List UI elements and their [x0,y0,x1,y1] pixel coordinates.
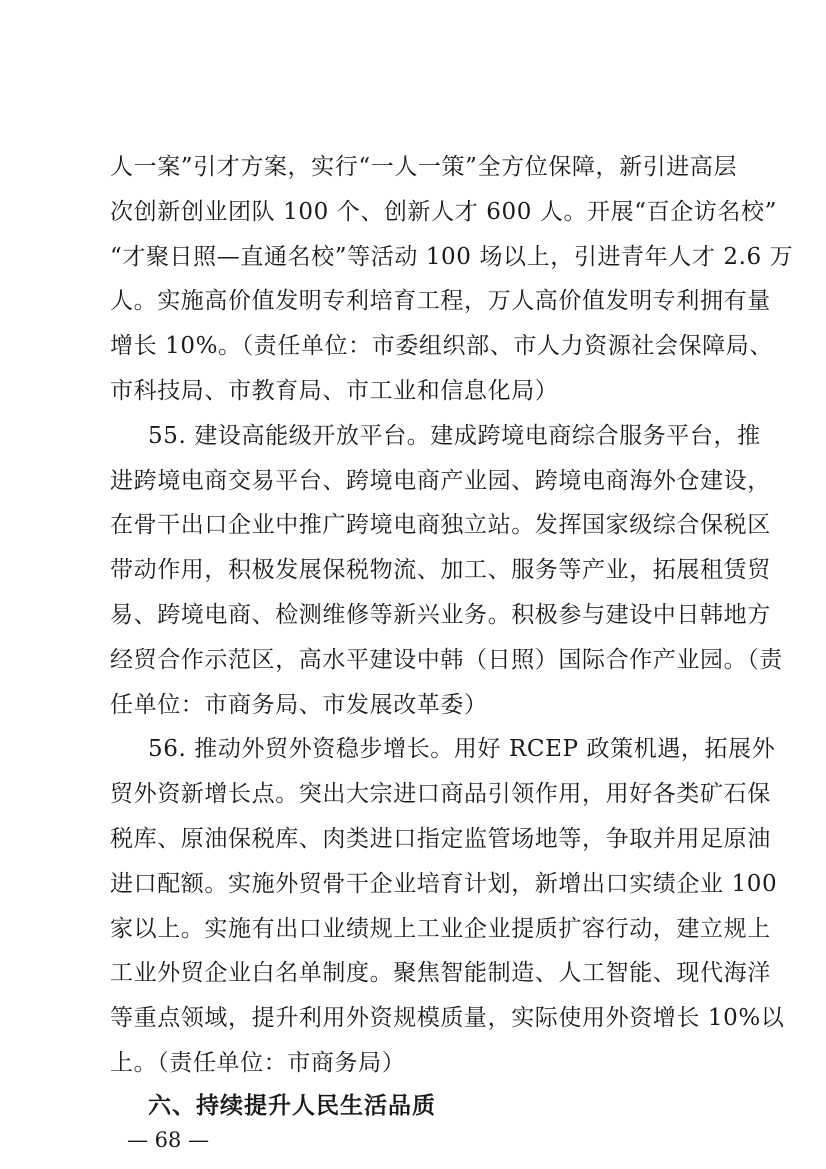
text-line: 工业外贸企业白名单制度。聚焦智能制造、人工智能、现代海洋 [110,960,771,987]
text-line: 家以上。实施有出口业绩规上工业企业提质扩容行动，建立规上 [110,915,771,942]
text-line: 任单位：市商务局、市发展改革委） [110,691,488,718]
text-line: 人。实施高价值发明专利培育工程，万人高价值发明专利拥有量 [110,288,771,315]
text-line: 贸外资新增长点。突出大宗进口商品引领作用，用好各类矿石保 [110,781,771,808]
section-heading: 六、持续提升人民生活品质 [148,1092,436,1119]
text-line: 上。（责任单位：市商务局） [110,1050,406,1076]
text-line: 市科技局、市教育局、市工业和信息化局） [110,378,559,404]
text-line: 人一案”引才方案，实行“一人一策”全方位保障，新引进高层 [110,154,738,180]
text-line: “才聚日照—直通名校”等活动 100 场以上，引进青年人才 2.6 万 [110,243,794,270]
text-line: 55. 建设高能级开放平台。建成跨境电商综合服务平台，推 [148,422,761,449]
text-line: 进口配额。实施外贸骨干企业培育计划，新增出口实绩企业 100 [110,870,778,897]
text-line: 次创新创业团队 100 个、创新人才 600 人。开展“百企访名校” [110,198,777,225]
text-line: 56. 推动外贸外资稳步增长。用好 RCEP 政策机遇，拓展外 [148,736,776,763]
page-number: — 68 — [127,1127,210,1152]
text-line: 带动作用，积极发展保税物流、加工、服务等产业，拓展租赁贸 [110,557,771,584]
text-line: 进跨境电商交易平台、跨境电商产业园、跨境电商海外仓建设， [110,467,771,494]
text-line: 等重点领域，提升利用外资规模质量，实际使用外资增长 10%以 [110,1005,785,1032]
text-line: 税库、原油保税库、肉类进口指定监管场地等，争取并用足原油 [110,826,771,852]
text-line: 在骨干出口企业中推广跨境电商独立站。发挥国家级综合保税区 [110,512,771,539]
text-line: 易、跨境电商、检测维修等新兴业务。积极参与建设中日韩地方 [110,602,771,628]
text-line: 增长 10%。（责任单位：市委组织部、市人力资源社会保障局、 [110,333,773,360]
text-line: 经贸合作示范区，高水平建设中韩（日照）国际合作产业园。（责 [110,646,783,673]
